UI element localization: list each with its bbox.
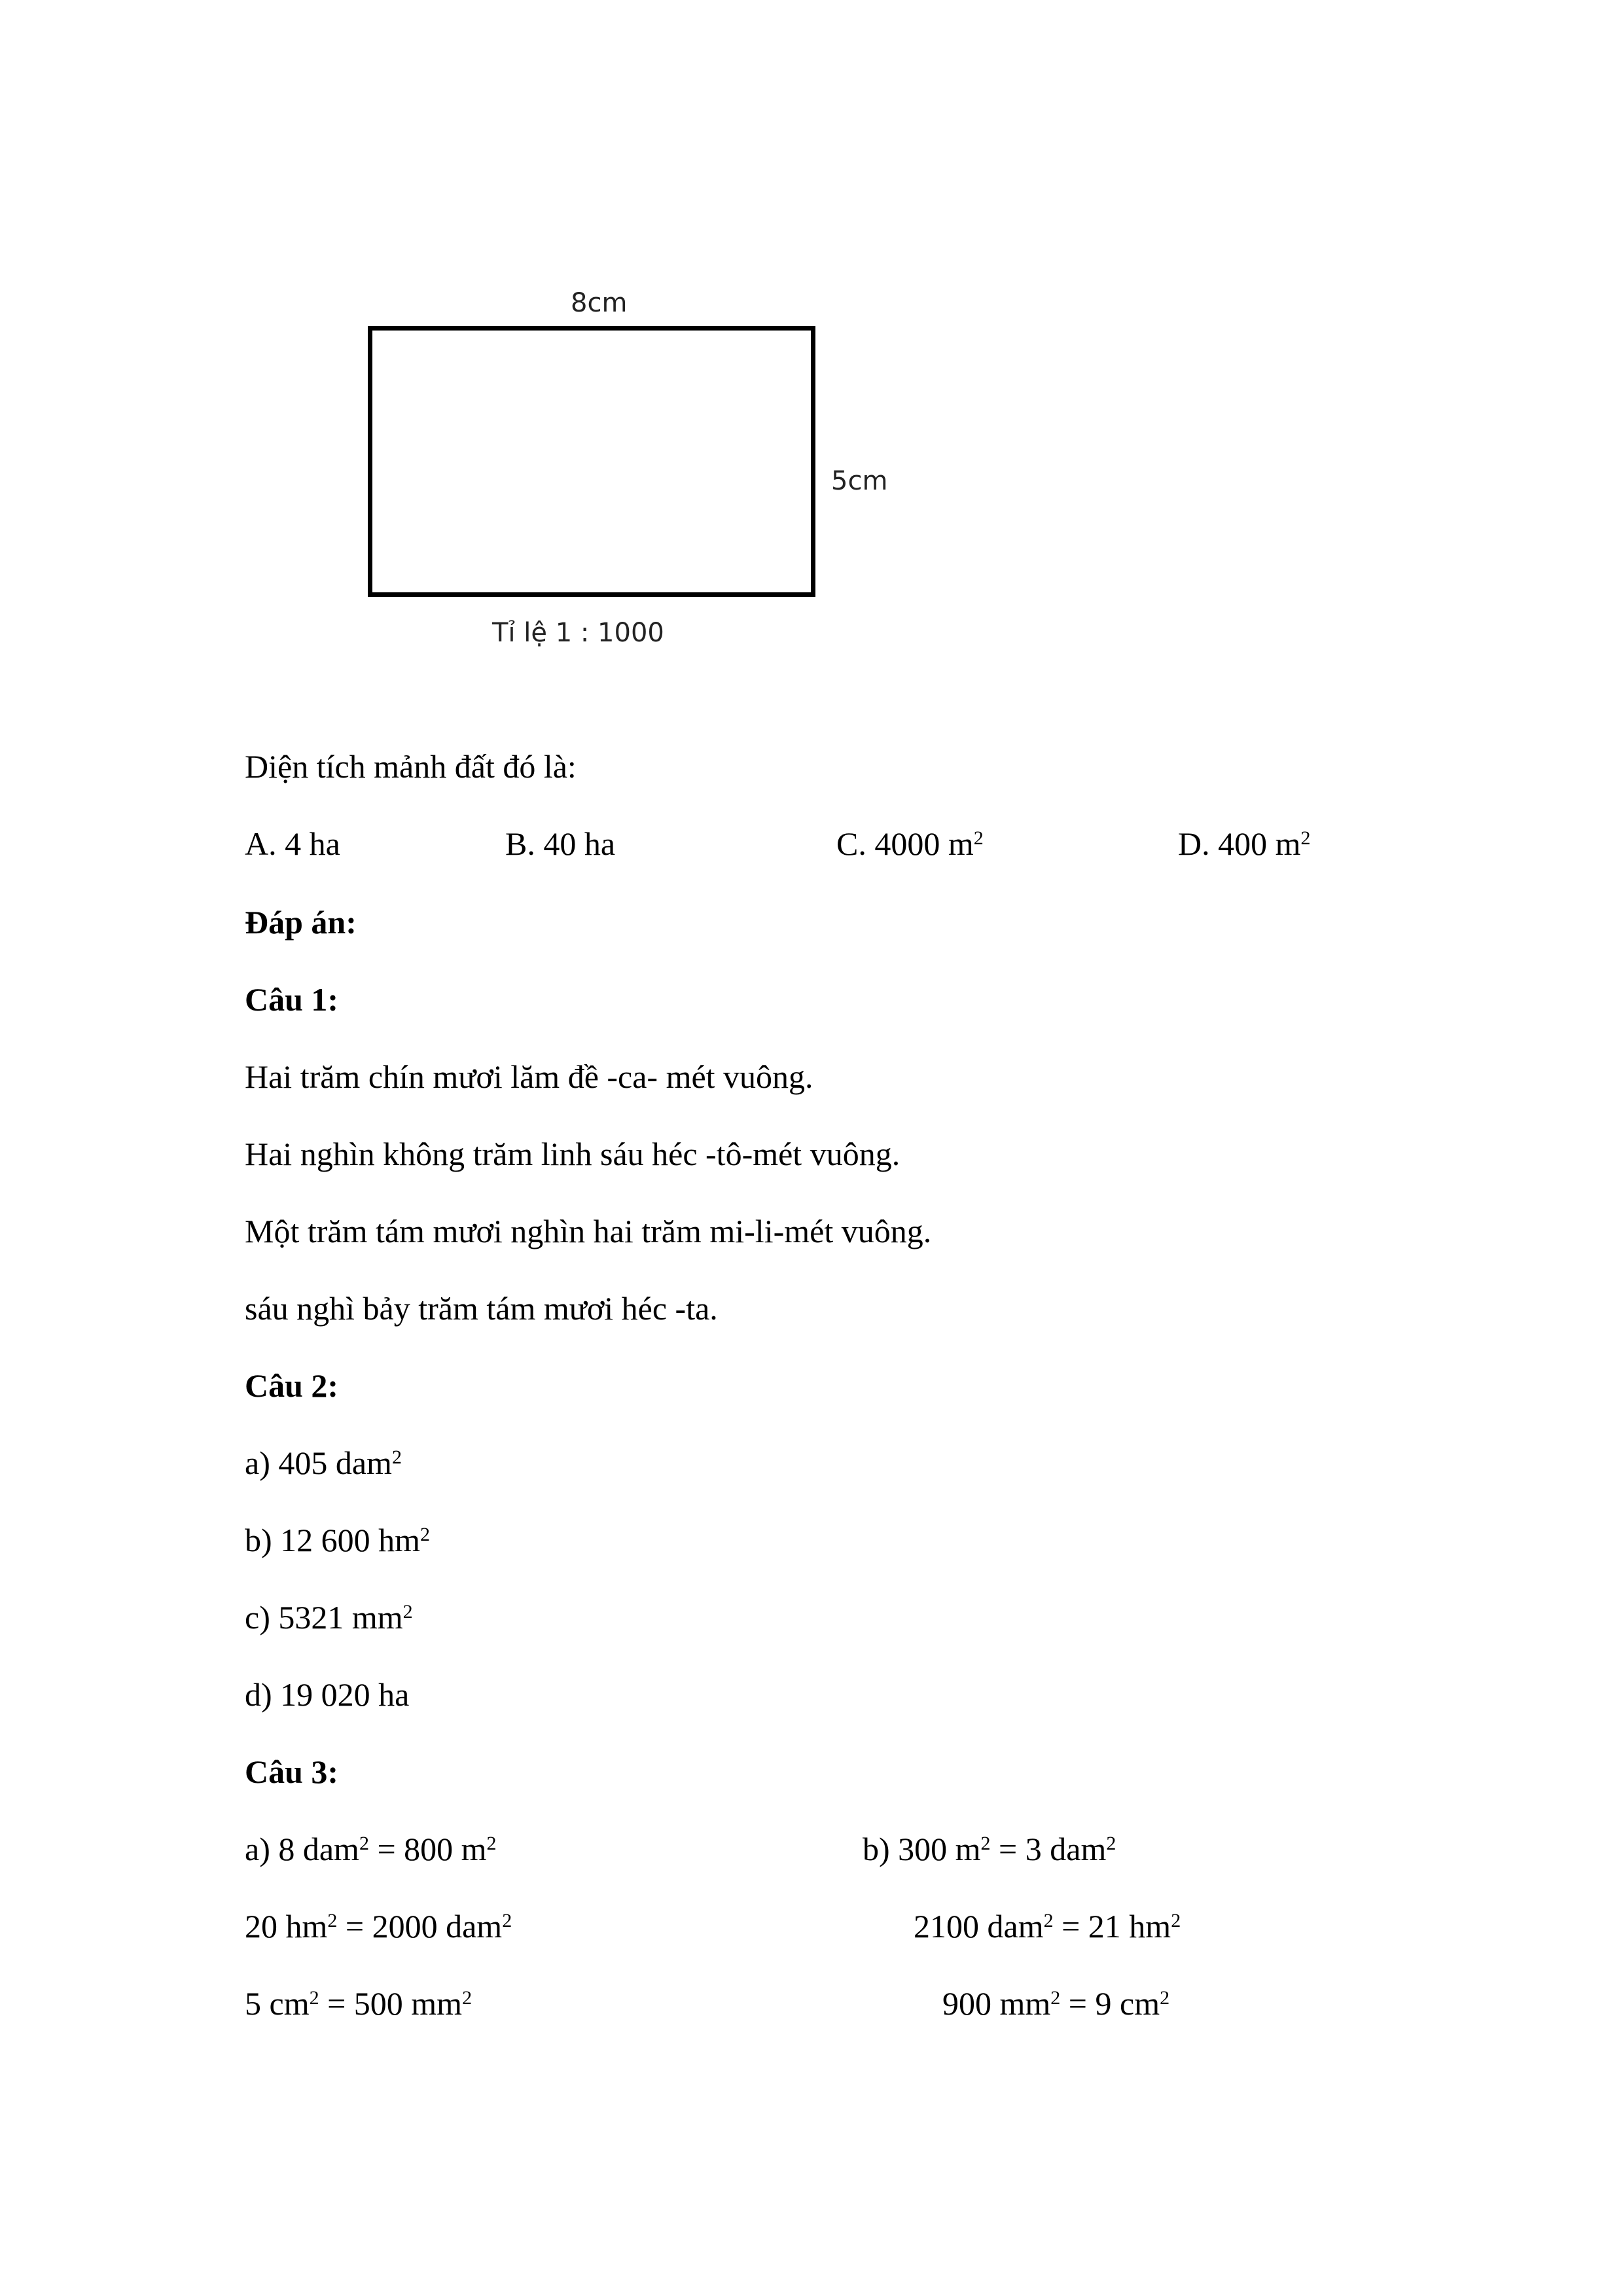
cau2-item: d) 19 020 ha xyxy=(245,1676,410,1713)
rectangle-width-label: 8cm xyxy=(571,288,628,318)
option-d: D. 400 $m^2$ xyxy=(1178,825,1311,862)
cau2-item: c) 5321 $mm^2$ xyxy=(245,1599,413,1636)
cau3-right-row: b) 300 $m^2 = 3$ dam$^2$ xyxy=(863,1831,1116,1867)
cau3-left-row: 20 $hm^2 = 2000$ dam$^2$ xyxy=(245,1908,512,1945)
answers-heading: Đáp án: xyxy=(245,904,357,941)
land-plot-rectangle xyxy=(368,326,815,597)
cau1-line: Hai nghìn không trăm linh sáu héc -tô-mét vuông. xyxy=(245,1136,901,1172)
cau2-heading: Câu 2: xyxy=(245,1367,339,1404)
option-c: C. 4000 $m^2$ xyxy=(836,825,984,862)
cau3-left-row: a) 8 dam$^2$ = 800 $m^2$ xyxy=(245,1831,497,1867)
question-prompt: Diện tích mảnh đất đó là: xyxy=(245,748,577,785)
option-a: A. 4 ha xyxy=(245,825,340,862)
cau3-right-row: 2100 dam$^2$ = 21 $hm^2$ xyxy=(914,1908,1181,1945)
rectangle-height-label: 5cm xyxy=(831,466,888,496)
cau2-item: b) 12 600 $hm^2$ xyxy=(245,1522,431,1558)
cau3-left-row: 5 $cm^2 = 500$ $mm^2$ xyxy=(245,1985,473,2022)
cau1-line: Một trăm tám mươi nghìn hai trăm mi-li-mét vuông. xyxy=(245,1213,932,1249)
cau1-line: sáu nghì bảy trăm tám mươi héc -ta. xyxy=(245,1290,718,1327)
cau1-heading: Câu 1: xyxy=(245,981,339,1018)
cau3-right-row: 900 $mm^2 = 9$ $cm^2$ xyxy=(942,1985,1170,2022)
cau2-item: a) 405 dam$^2$ xyxy=(245,1444,402,1481)
option-b: B. 40 ha xyxy=(505,825,616,862)
cau3-heading: Câu 3: xyxy=(245,1753,339,1790)
scale-label: Tỉ lệ 1 : 1000 xyxy=(492,618,664,648)
cau1-line: Hai trăm chín mươi lăm đề -ca- mét vuông. xyxy=(245,1058,813,1095)
